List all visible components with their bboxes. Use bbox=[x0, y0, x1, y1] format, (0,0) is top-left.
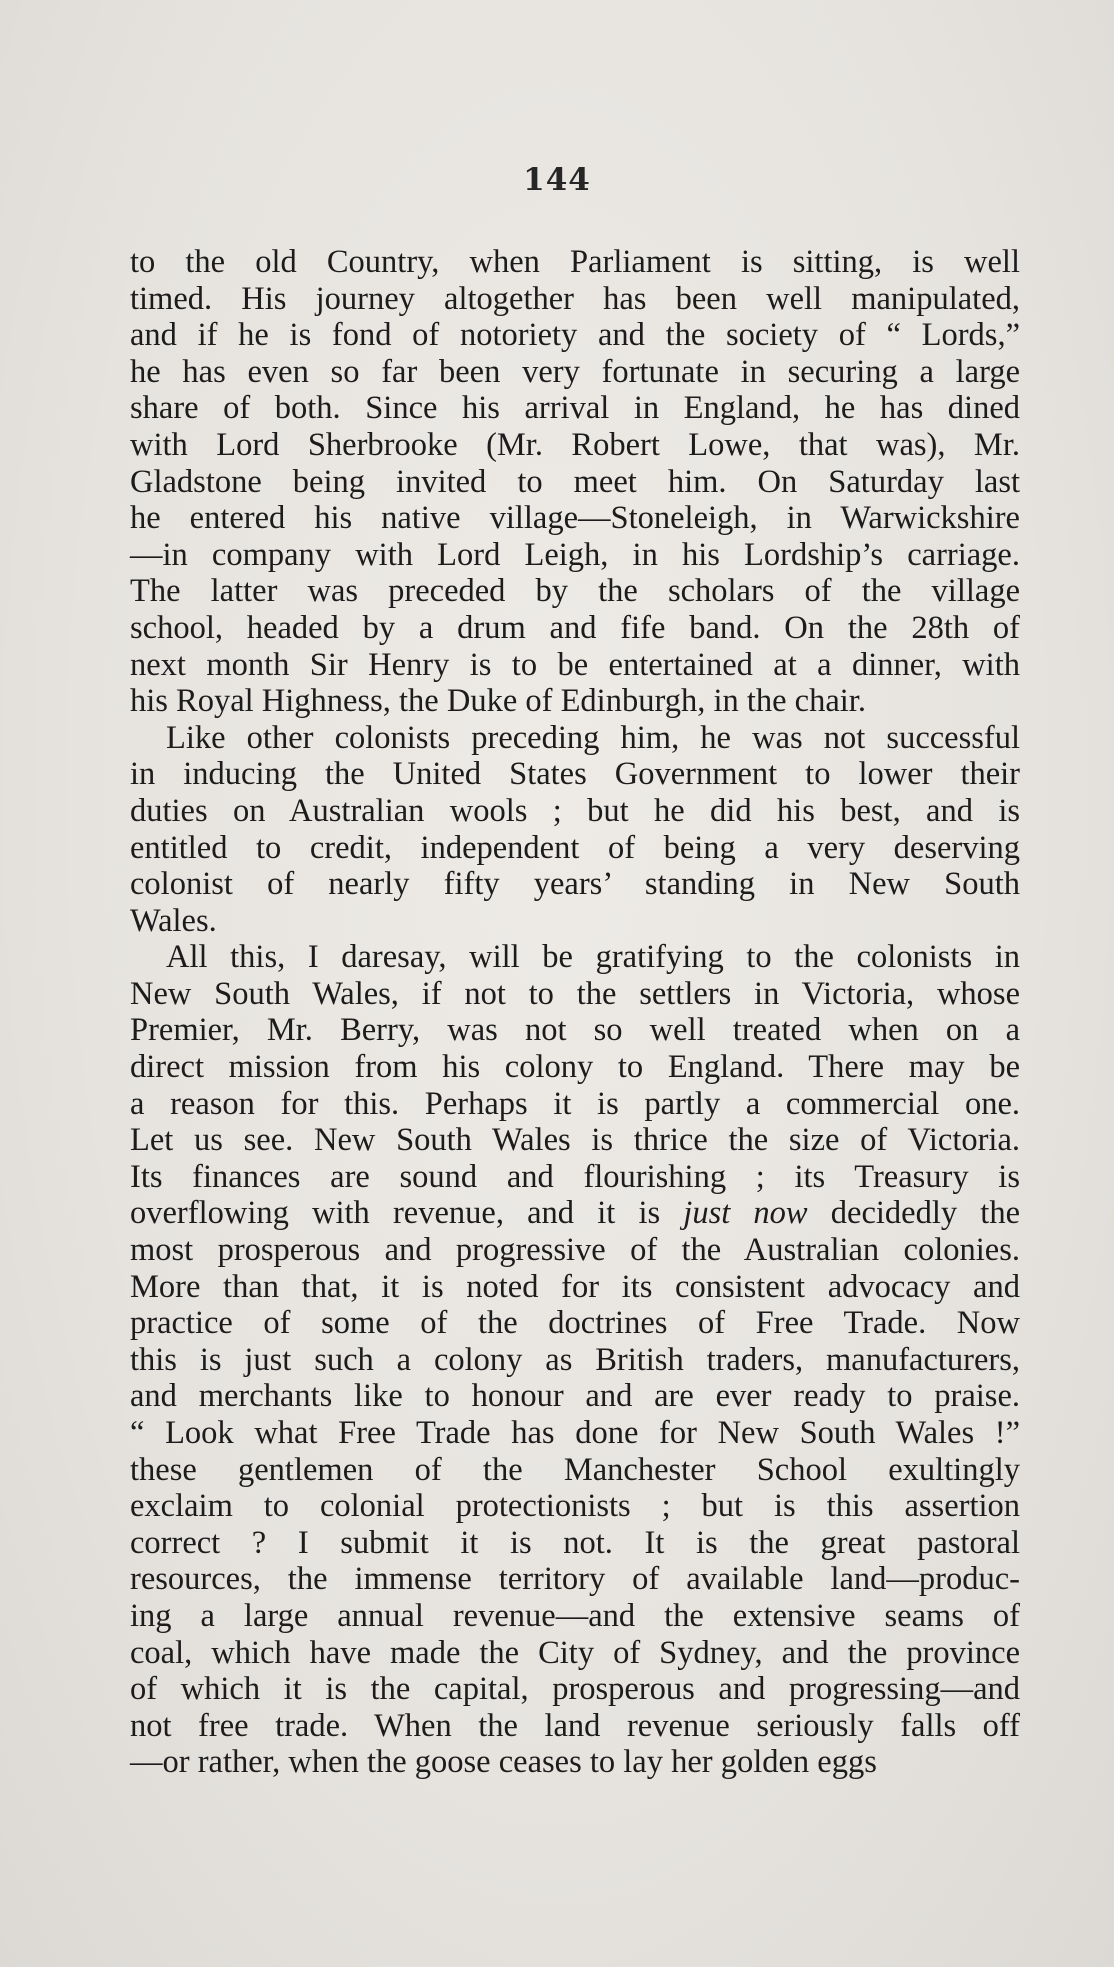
text-line: with Lord Sherbrooke (Mr. Robert Lowe, that was), Mr. bbox=[130, 426, 1020, 463]
text-line: next month Sir Henry is to be entertained at a dinner, with bbox=[130, 646, 1020, 683]
text-line: and merchants like to honour and are ever ready to praise. bbox=[130, 1378, 1020, 1415]
body-text bbox=[130, 244, 1020, 1781]
text-line: share of both. Since his arrival in England, he has dined bbox=[130, 390, 1020, 427]
text-line: ing a large annual revenue—and the extensive seams of bbox=[130, 1597, 1020, 1634]
text-line: exclaim to colonial protectionists ; but is this assertion bbox=[130, 1488, 1020, 1525]
text-line: direct mission from his colony to England. There may be bbox=[130, 1049, 1020, 1086]
text-line: Wales. bbox=[130, 902, 217, 939]
text-line: —or rather, when the goose ceases to lay her golden eggs bbox=[130, 1744, 877, 1781]
text-line: not free trade. When the land revenue seriously falls off bbox=[130, 1707, 1020, 1744]
text-line: these gentlemen of the Manchester School exultingly bbox=[130, 1451, 1020, 1488]
text-line: school, headed by a drum and fife band. On the 28th of bbox=[130, 609, 1020, 646]
text-line: Let us see. New South Wales is thrice the size of Victoria. bbox=[130, 1122, 1020, 1159]
text-line: resources, the immense territory of available land—produc- bbox=[130, 1561, 1020, 1598]
text-line: More than that, it is noted for its consistent advocacy and bbox=[130, 1268, 1020, 1305]
text-line: All this, I daresay, will be gratifying to the colonists in bbox=[166, 939, 1020, 976]
text-line: Premier, Mr. Berry, was not so well treated when on a bbox=[130, 1012, 1020, 1049]
text-line: duties on Australian wools ; but he did his best, and is bbox=[130, 792, 1020, 829]
text-line: coal, which have made the City of Sydney, and the province bbox=[130, 1634, 1020, 1671]
text-line: colonist of nearly fifty years’ standing in New South bbox=[130, 866, 1020, 903]
text-line: entitled to credit, independent of being a very deserving bbox=[130, 829, 1020, 866]
text-line: to the old Country, when Parliament is sitting, is well bbox=[130, 244, 1020, 280]
italic-emphasis: just now bbox=[683, 1195, 808, 1232]
text-line: New South Wales, if not to the settlers in Victoria, whose bbox=[130, 975, 1020, 1012]
text-line: a reason for this. Perhaps it is partly a commercial one. bbox=[130, 1085, 1020, 1122]
text-line: The latter was preceded by the scholars of the village bbox=[130, 573, 1020, 610]
text-line: and if he is fond of notoriety and the society of “ Lords,” bbox=[130, 317, 1020, 354]
text-line: Gladstone being invited to meet him. On Saturday last bbox=[130, 463, 1020, 500]
text-line: overflowing with revenue, and it is just now decidedly the bbox=[130, 1195, 1020, 1232]
text-line: Its finances are sound and flourishing ; its Treasury is bbox=[130, 1158, 1020, 1195]
text-line: most prosperous and progressive of the Australian colonies. bbox=[130, 1232, 1020, 1269]
text-line: “ Look what Free Trade has done for New South Wales !” bbox=[130, 1415, 1020, 1451]
text-line: correct ? I submit it is not. It is the great pastoral bbox=[130, 1524, 1020, 1561]
text-line: of which it is the capital, prosperous and progressing—and bbox=[130, 1671, 1020, 1708]
text-line: timed. His journey altogether has been well manipulated, bbox=[130, 280, 1020, 317]
text-line: practice of some of the doctrines of Free Trade. Now bbox=[130, 1305, 1020, 1342]
text-line: in inducing the United States Government to lower their bbox=[130, 756, 1020, 793]
text-line: this is just such a colony as British traders, manufacturers, bbox=[130, 1341, 1020, 1378]
text-line: Like other colonists preceding him, he was not successful bbox=[166, 719, 1020, 756]
text-line: he entered his native village—Stoneleigh, in Warwickshire bbox=[130, 500, 1020, 537]
text-line: he has even so far been very fortunate in securing a large bbox=[130, 353, 1020, 390]
text-line: his Royal Highness, the Duke of Edinburgh, in the chair. bbox=[130, 683, 866, 720]
page-number: 144 bbox=[523, 162, 591, 198]
text-line: —in company with Lord Leigh, in his Lordship’s carriage. bbox=[130, 536, 1020, 573]
